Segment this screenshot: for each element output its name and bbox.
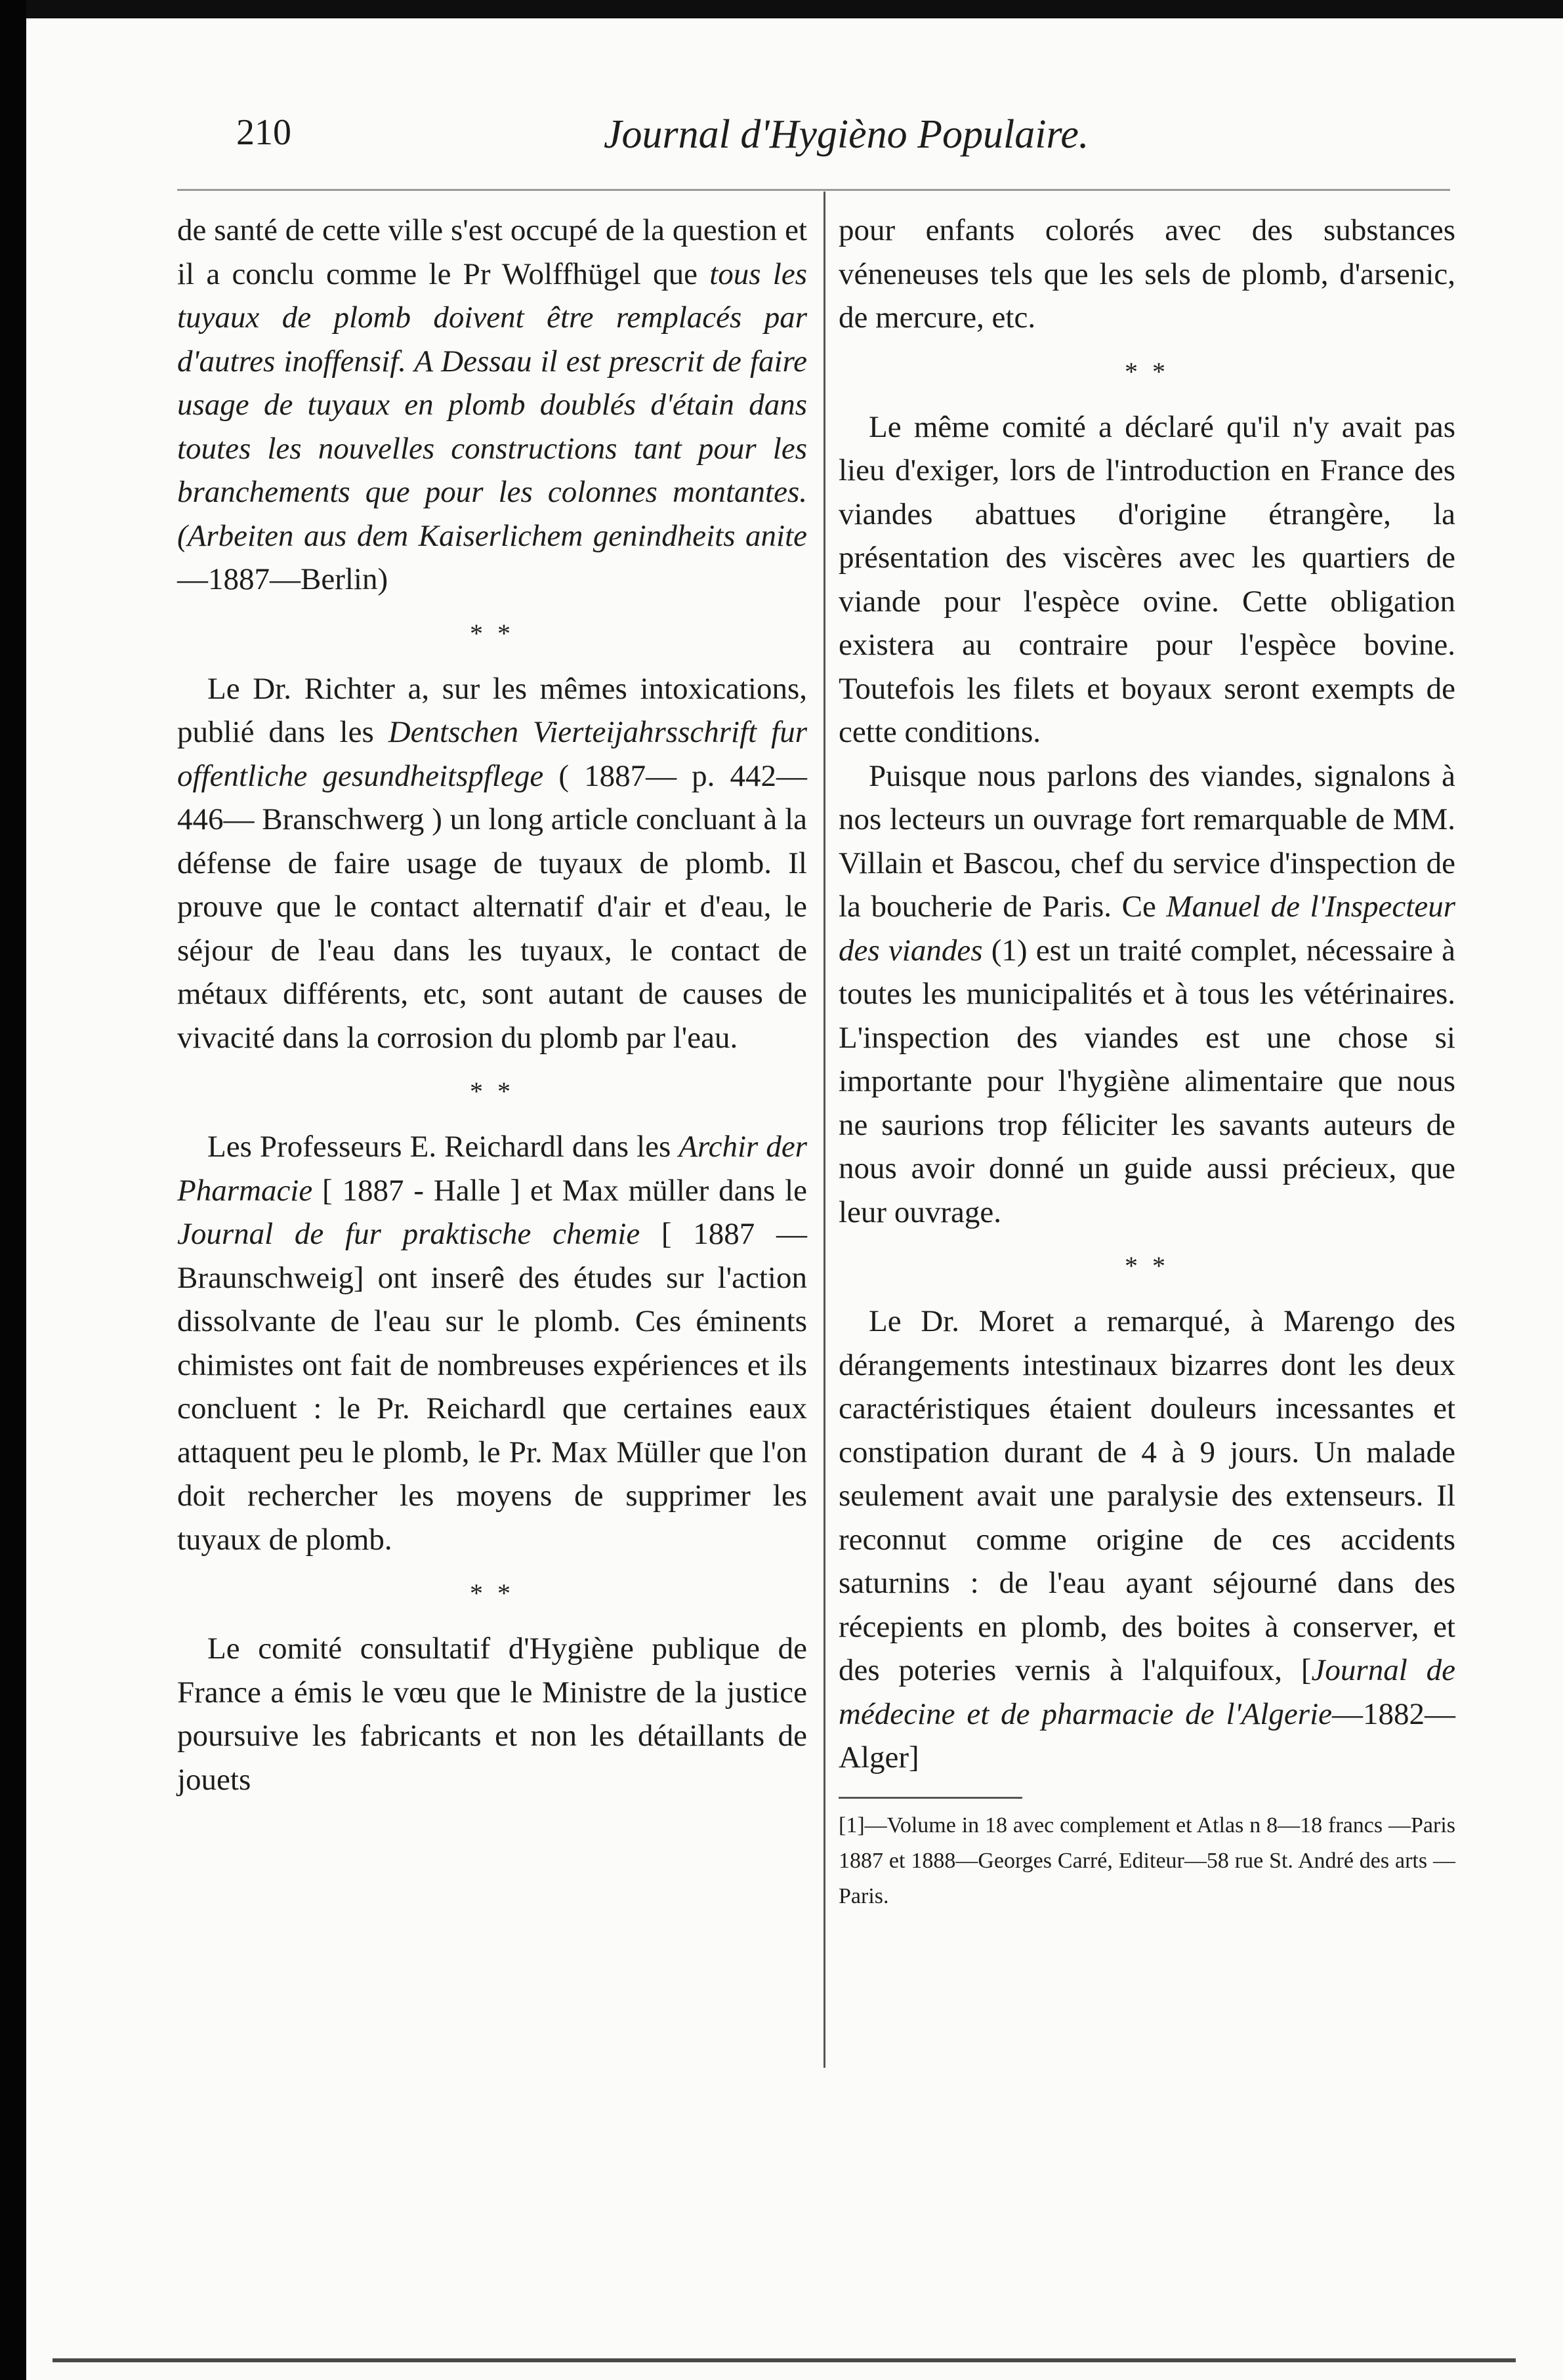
paragraph-text: Le Dr. Moret a remarqué, à Marengo des dérangements intestinaux bizarres dont les deux caractéristiques étaient douleurs incessantes et constipation durant de 4 à 9 jours. Un malade seulement avait une paralysie des extenseurs. Il reconnut comme origine de ces accidents saturnins : de l'eau ayant séjourné dans des récepients en plomb, des boites à conserver, et des poteries vernis à l'alquifoux, [ xyxy=(839,1304,1455,1687)
top-border-rule xyxy=(0,0,1563,18)
italic-citation: Journal de médecine et de pharmacie de l'Algerie xyxy=(839,1653,1455,1731)
asterism-separator: * * xyxy=(470,1077,514,1106)
paragraph-text: [ 1887 —Braunschweig] ont inserê des études sur l'action dissolvante de l'eau sur le plomb. Ces éminents chimistes ont fait de nombreuses expériences et ils concluent : le Pr. Reichardl que certaines eaux attaquent peu le plomb, le Pr. Max Müller que l'on doit rechercher les moyens de supprimer les tuyaux de plomb. xyxy=(177,1217,808,1557)
page-number: 210 xyxy=(236,112,291,153)
italic-citation: Archir der Pharmacie xyxy=(177,1130,807,1208)
paragraph-moret xyxy=(839,1300,1455,1780)
paragraph-text: —1887—Berlin) xyxy=(177,562,388,596)
paragraph-text: de santé de cette ville s'est occupé de la question et il a conclu comme le Pr Wolffhügel que xyxy=(177,213,807,291)
paragraph-comite: Le comité consultatif d'Hygiène publique de France a émis le vœu que le Ministre de la justice poursuive les fabricants et non les détaillants de jouets xyxy=(177,1631,807,1797)
asterism-separator: * * xyxy=(1125,356,1169,386)
paragraph-text: Les Professeurs E. Reichardl dans les xyxy=(207,1130,679,1164)
paragraph-manuel xyxy=(839,754,1455,1235)
left-column xyxy=(177,209,807,1801)
footnote: [1]—Volume in 18 avec complement et Atlas n 8—18 francs —Paris 1887 et 1888—Georges Carré, Editeur—58 rue St. André des arts — Paris. xyxy=(839,1813,1455,1908)
bottom-rule xyxy=(52,2358,1516,2362)
column-divider xyxy=(823,192,825,2068)
paragraph-jouets: pour enfants colorés avec des substances véneneuses tels que les sels de plomb, d'arsenic, de mercure, etc. xyxy=(839,213,1455,335)
left-scan-edge xyxy=(0,0,26,2380)
paragraph-text: (1) est un traité complet, nécessaire à toutes les municipalités et à tous les vétérinaires. L'inspection des viandes est une chose si importante pour l'hygiène alimentaire que nous ne saurions trop féliciter les savants auteurs de nous avoir donné un guide aussi précieux, que leur ouvrage. xyxy=(839,933,1455,1229)
header-rule xyxy=(177,189,1450,191)
paragraph-wolffhugel xyxy=(177,209,807,602)
italic-citation: Manuel de l'Inspecteur des viandes xyxy=(839,890,1455,968)
asterism-separator: * * xyxy=(470,1578,514,1608)
paragraph-text: Le Dr. Richter a, sur les mêmes intoxications, publié dans les xyxy=(177,671,807,749)
paragraph-reichardl xyxy=(177,1125,807,1561)
paragraph-text: Puisque nous parlons des viandes, signalons à nos lecteurs un ouvrage fort remarquable de MM. Villain et Bascou, chef du service d'inspection de la boucherie de Paris. Ce xyxy=(839,758,1455,924)
paragraph-viandes: Le même comité a déclaré qu'il n'y avait pas lieu d'exiger, lors de l'introduction en France des viandes abattues d'origine étrangère, la présentation des viscères avec les quartiers de viande pour l'espèce ovine. Cette obligation existera au contraire pour l'espèce bovine. Toutefois les filets et boyaux seront exempts de cette conditions. xyxy=(839,409,1455,749)
italic-citation: Dentschen Vierteijahrsschrift fur offentliche gesundheitspflege xyxy=(177,715,807,793)
journal-title: Journal d'Hygièno Populaire. xyxy=(604,112,1089,157)
asterism-separator: * * xyxy=(470,618,514,648)
paragraph-text: ( 1887— p. 442—446— Branschwerg ) un long article concluant à la défense de faire usage de tuyaux de plomb. Il prouve que le contact alternatif d'air et d'eau, le séjour de l'eau dans les tuyaux, le contact de métaux différents, etc, sont autant de causes de vivacité dans la corrosion du plomb par l'eau. xyxy=(177,758,807,1055)
footnote-rule xyxy=(839,1797,1022,1799)
right-column xyxy=(839,209,1455,1914)
paragraph-text: [ 1887 - Halle ] et Max müller dans le xyxy=(312,1173,807,1208)
running-head xyxy=(236,112,1437,171)
italic-citation: Journal de fur praktische chemie xyxy=(177,1217,640,1251)
paragraph-richter xyxy=(177,667,807,1060)
paragraph-text: —1882—Alger] xyxy=(839,1696,1455,1775)
asterism-separator: * * xyxy=(1125,1251,1169,1281)
italic-citation: tous les tuyaux de plomb doivent être remplacés par d'autres inoffensif. A Dessau il est prescrit de faire usage de tuyaux en plomb doublés d'étain dans toutes les nouvelles constructions tant pour les branchements que pour les colonnes montantes. (Arbeiten aus dem Kaiserlichem genindheits anite xyxy=(177,256,808,553)
